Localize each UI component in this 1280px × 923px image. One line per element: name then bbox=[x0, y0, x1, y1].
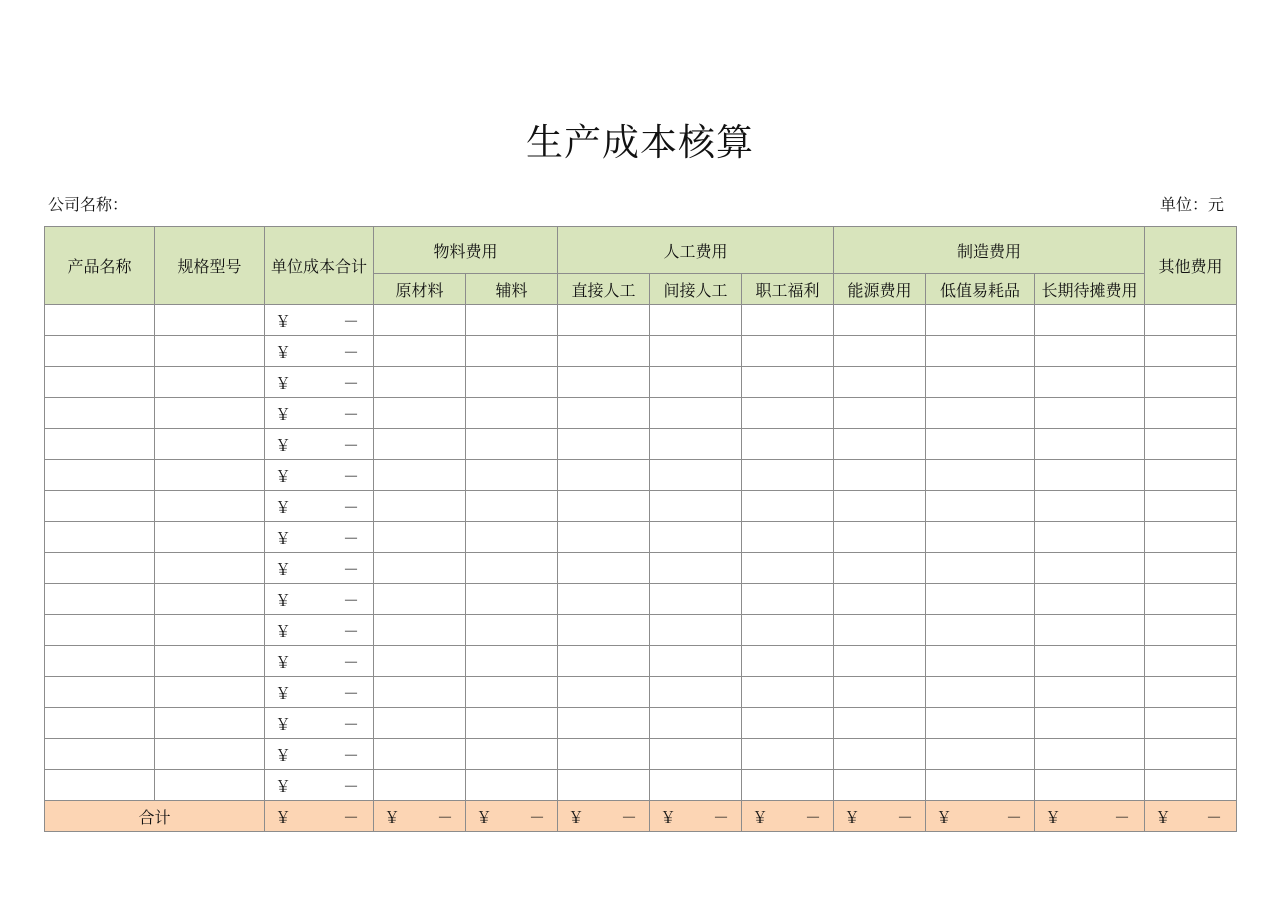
table-cell[interactable] bbox=[1145, 677, 1237, 708]
table-cell[interactable] bbox=[1035, 584, 1145, 615]
unit-label: 单位：元 bbox=[1159, 195, 1224, 214]
table-cell[interactable] bbox=[742, 677, 834, 708]
total-cell[interactable] bbox=[742, 801, 834, 832]
table-cell[interactable] bbox=[650, 615, 742, 646]
table-cell[interactable] bbox=[466, 398, 558, 429]
table-cell[interactable] bbox=[926, 398, 1035, 429]
table-cell[interactable] bbox=[45, 584, 155, 615]
table-cell[interactable] bbox=[650, 522, 742, 553]
unit-cost-cell[interactable] bbox=[265, 305, 374, 336]
table-row bbox=[45, 646, 1237, 677]
table-cell[interactable] bbox=[926, 677, 1035, 708]
table-cell[interactable] bbox=[1035, 615, 1145, 646]
table-cell[interactable] bbox=[926, 460, 1035, 491]
table-row bbox=[45, 305, 1237, 336]
header-row-1 bbox=[45, 227, 1237, 274]
unit-cost-cell[interactable] bbox=[265, 677, 374, 708]
dash-value: － bbox=[529, 807, 546, 827]
table-cell[interactable] bbox=[650, 429, 742, 460]
table-cell[interactable] bbox=[1035, 770, 1145, 801]
dash-value: － bbox=[342, 776, 359, 796]
table-cell[interactable] bbox=[374, 739, 466, 770]
table-cell[interactable] bbox=[1035, 646, 1145, 677]
table-cell[interactable] bbox=[558, 553, 650, 584]
table-cell[interactable] bbox=[155, 429, 265, 460]
table-cell[interactable] bbox=[1035, 677, 1145, 708]
total-cell[interactable] bbox=[650, 801, 742, 832]
total-row bbox=[45, 801, 1237, 832]
currency-symbol: ￥ bbox=[752, 807, 769, 827]
table-cell[interactable] bbox=[466, 522, 558, 553]
header-spec-model: 规格型号 bbox=[155, 227, 265, 305]
unit-cost-cell[interactable] bbox=[265, 646, 374, 677]
table-row bbox=[45, 584, 1237, 615]
header-consumables: 低值易耗品 bbox=[926, 274, 1035, 305]
table-cell[interactable] bbox=[834, 398, 926, 429]
table-cell[interactable] bbox=[45, 522, 155, 553]
dash-value: － bbox=[342, 497, 359, 517]
table-cell[interactable] bbox=[374, 677, 466, 708]
unit-cost-cell[interactable] bbox=[265, 553, 374, 584]
table-cell[interactable] bbox=[1035, 460, 1145, 491]
table-cell[interactable] bbox=[1035, 522, 1145, 553]
currency-symbol: ￥ bbox=[275, 714, 292, 734]
total-cell[interactable] bbox=[466, 801, 558, 832]
table-cell[interactable] bbox=[466, 677, 558, 708]
table-cell[interactable] bbox=[742, 398, 834, 429]
dash-value: － bbox=[342, 435, 359, 455]
table-cell[interactable] bbox=[742, 615, 834, 646]
table-cell[interactable] bbox=[650, 398, 742, 429]
table-cell[interactable] bbox=[742, 491, 834, 522]
table-cell[interactable] bbox=[374, 305, 466, 336]
table-row bbox=[45, 615, 1237, 646]
total-cell[interactable] bbox=[1145, 801, 1237, 832]
table-cell[interactable] bbox=[155, 305, 265, 336]
header-manufacturing: 制造费用 bbox=[834, 227, 1145, 274]
dash-value: － bbox=[342, 683, 359, 703]
table-cell[interactable] bbox=[650, 336, 742, 367]
table-cell[interactable] bbox=[1145, 367, 1237, 398]
table-cell[interactable] bbox=[650, 305, 742, 336]
table-cell[interactable] bbox=[834, 677, 926, 708]
table-cell[interactable] bbox=[374, 491, 466, 522]
table-cell[interactable] bbox=[45, 646, 155, 677]
table-cell[interactable] bbox=[466, 336, 558, 367]
dash-value: － bbox=[342, 404, 359, 424]
table-cell[interactable] bbox=[374, 708, 466, 739]
table-cell[interactable] bbox=[926, 770, 1035, 801]
table-body bbox=[45, 305, 1237, 801]
table-cell[interactable] bbox=[834, 367, 926, 398]
table-cell[interactable] bbox=[466, 770, 558, 801]
table-cell[interactable] bbox=[834, 770, 926, 801]
table-cell[interactable] bbox=[558, 460, 650, 491]
table-cell[interactable] bbox=[558, 522, 650, 553]
table-cell[interactable] bbox=[926, 739, 1035, 770]
table-row bbox=[45, 367, 1237, 398]
table-row bbox=[45, 677, 1237, 708]
currency-symbol: ￥ bbox=[476, 807, 493, 827]
table-cell[interactable] bbox=[650, 584, 742, 615]
currency-symbol: ￥ bbox=[275, 776, 292, 796]
table-cell[interactable] bbox=[45, 305, 155, 336]
table-row bbox=[45, 491, 1237, 522]
table-cell[interactable] bbox=[1145, 429, 1237, 460]
currency-symbol: ￥ bbox=[275, 652, 292, 672]
page-title: 生产成本核算 bbox=[526, 121, 754, 164]
table-cell[interactable] bbox=[558, 336, 650, 367]
table-cell[interactable] bbox=[155, 491, 265, 522]
table-cell[interactable] bbox=[558, 398, 650, 429]
table-cell[interactable] bbox=[742, 305, 834, 336]
currency-symbol: ￥ bbox=[568, 807, 585, 827]
table-cell[interactable] bbox=[834, 460, 926, 491]
table-cell[interactable] bbox=[926, 615, 1035, 646]
header-raw-material: 原材料 bbox=[374, 274, 466, 305]
table-cell[interactable] bbox=[650, 646, 742, 677]
dash-value: － bbox=[342, 311, 359, 331]
table-cell[interactable] bbox=[45, 336, 155, 367]
currency-symbol: ￥ bbox=[275, 373, 292, 393]
table-cell[interactable] bbox=[1035, 553, 1145, 584]
currency-symbol: ￥ bbox=[660, 807, 677, 827]
table-cell[interactable] bbox=[926, 305, 1035, 336]
table-cell[interactable] bbox=[558, 491, 650, 522]
table-cell[interactable] bbox=[374, 522, 466, 553]
table-cell[interactable] bbox=[742, 770, 834, 801]
table-cell[interactable] bbox=[155, 708, 265, 739]
table-cell[interactable] bbox=[650, 677, 742, 708]
table-cell[interactable] bbox=[466, 739, 558, 770]
table-cell[interactable] bbox=[466, 584, 558, 615]
table-cell[interactable] bbox=[466, 429, 558, 460]
table-cell[interactable] bbox=[742, 460, 834, 491]
table-cell[interactable] bbox=[1145, 522, 1237, 553]
table-cell[interactable] bbox=[558, 305, 650, 336]
table-cell[interactable] bbox=[650, 708, 742, 739]
table-cell[interactable] bbox=[650, 491, 742, 522]
table-cell[interactable] bbox=[45, 615, 155, 646]
dash-value: － bbox=[342, 590, 359, 610]
table-cell[interactable] bbox=[834, 646, 926, 677]
currency-symbol: ￥ bbox=[1045, 807, 1062, 827]
table-cell[interactable] bbox=[558, 708, 650, 739]
table-row bbox=[45, 522, 1237, 553]
table-cell[interactable] bbox=[155, 460, 265, 491]
dash-value: － bbox=[713, 807, 730, 827]
table-cell[interactable] bbox=[45, 367, 155, 398]
table-row bbox=[45, 739, 1237, 770]
table-cell[interactable] bbox=[742, 553, 834, 584]
table-cell[interactable] bbox=[834, 615, 926, 646]
dash-value: － bbox=[342, 714, 359, 734]
table-cell[interactable] bbox=[742, 522, 834, 553]
currency-symbol: ￥ bbox=[275, 807, 292, 827]
header-unit-cost-total: 单位成本合计 bbox=[265, 227, 374, 305]
header-welfare: 职工福利 bbox=[742, 274, 834, 305]
table-cell[interactable] bbox=[926, 646, 1035, 677]
table-cell[interactable] bbox=[926, 584, 1035, 615]
table-cell[interactable] bbox=[155, 615, 265, 646]
total-cell[interactable] bbox=[926, 801, 1035, 832]
table-cell[interactable] bbox=[155, 553, 265, 584]
currency-symbol: ￥ bbox=[275, 621, 292, 641]
table-cell[interactable] bbox=[45, 739, 155, 770]
table-cell[interactable] bbox=[1145, 584, 1237, 615]
table-cell[interactable] bbox=[1035, 491, 1145, 522]
dash-value: － bbox=[342, 373, 359, 393]
dash-value: － bbox=[1006, 807, 1023, 827]
table-cell[interactable] bbox=[1035, 429, 1145, 460]
table-cell[interactable] bbox=[650, 553, 742, 584]
table-cell[interactable] bbox=[926, 553, 1035, 584]
table-cell[interactable] bbox=[558, 739, 650, 770]
header-direct-labor: 直接人工 bbox=[558, 274, 650, 305]
table-cell[interactable] bbox=[374, 367, 466, 398]
dash-value: － bbox=[1114, 807, 1131, 827]
table-cell[interactable] bbox=[834, 584, 926, 615]
table-cell[interactable] bbox=[742, 739, 834, 770]
dash-value: － bbox=[1206, 807, 1223, 827]
dash-value: － bbox=[805, 807, 822, 827]
table-cell[interactable] bbox=[1035, 708, 1145, 739]
total-cell[interactable] bbox=[834, 801, 926, 832]
table-row bbox=[45, 460, 1237, 491]
table-cell[interactable] bbox=[834, 491, 926, 522]
table-row bbox=[45, 708, 1237, 739]
dash-value: － bbox=[342, 745, 359, 765]
dash-value: － bbox=[342, 621, 359, 641]
table-cell[interactable] bbox=[650, 460, 742, 491]
table-cell[interactable] bbox=[155, 398, 265, 429]
table-cell[interactable] bbox=[466, 615, 558, 646]
table-cell[interactable] bbox=[742, 646, 834, 677]
table-cell[interactable] bbox=[834, 553, 926, 584]
table-cell[interactable] bbox=[374, 398, 466, 429]
currency-symbol: ￥ bbox=[275, 466, 292, 486]
table-cell[interactable] bbox=[742, 429, 834, 460]
unit-cost-cell[interactable] bbox=[265, 491, 374, 522]
unit-cost-cell[interactable] bbox=[265, 398, 374, 429]
currency-symbol: ￥ bbox=[275, 342, 292, 362]
table-cell[interactable] bbox=[926, 367, 1035, 398]
table-cell[interactable] bbox=[926, 522, 1035, 553]
table-cell[interactable] bbox=[374, 584, 466, 615]
table-cell[interactable] bbox=[155, 677, 265, 708]
table-cell[interactable] bbox=[45, 553, 155, 584]
unit-cost-cell[interactable] bbox=[265, 367, 374, 398]
currency-symbol: ￥ bbox=[275, 683, 292, 703]
table-cell[interactable] bbox=[155, 739, 265, 770]
table-cell[interactable] bbox=[374, 646, 466, 677]
currency-symbol: ￥ bbox=[275, 528, 292, 548]
dash-value: － bbox=[436, 807, 453, 827]
currency-symbol: ￥ bbox=[1155, 807, 1172, 827]
header-material: 物料费用 bbox=[374, 227, 558, 274]
table-cell[interactable] bbox=[1035, 739, 1145, 770]
table-cell[interactable] bbox=[374, 770, 466, 801]
table-cell[interactable] bbox=[558, 584, 650, 615]
table-cell[interactable] bbox=[1145, 739, 1237, 770]
total-cell[interactable] bbox=[374, 801, 466, 832]
table-cell[interactable] bbox=[834, 522, 926, 553]
currency-symbol: ￥ bbox=[844, 807, 861, 827]
unit-cost-cell[interactable] bbox=[265, 770, 374, 801]
cost-table bbox=[44, 226, 1237, 832]
header-other: 其他费用 bbox=[1145, 227, 1237, 305]
table-cell[interactable] bbox=[1035, 367, 1145, 398]
table-cell[interactable] bbox=[926, 429, 1035, 460]
dash-value: － bbox=[342, 807, 359, 827]
currency-symbol: ￥ bbox=[275, 590, 292, 610]
table-cell[interactable] bbox=[374, 336, 466, 367]
dash-value: － bbox=[621, 807, 638, 827]
table-cell[interactable] bbox=[466, 305, 558, 336]
table-cell[interactable] bbox=[558, 646, 650, 677]
header-product-name: 产品名称 bbox=[45, 227, 155, 305]
table-cell[interactable] bbox=[1035, 336, 1145, 367]
unit-cost-cell[interactable] bbox=[265, 739, 374, 770]
total-cell[interactable] bbox=[558, 801, 650, 832]
table-cell[interactable] bbox=[155, 646, 265, 677]
currency-symbol: ￥ bbox=[275, 404, 292, 424]
table-cell[interactable] bbox=[1035, 305, 1145, 336]
table-cell[interactable] bbox=[45, 398, 155, 429]
table-row bbox=[45, 336, 1237, 367]
table-row bbox=[45, 770, 1237, 801]
table-cell[interactable] bbox=[1145, 491, 1237, 522]
table-cell[interactable] bbox=[558, 677, 650, 708]
table-cell[interactable] bbox=[1145, 398, 1237, 429]
total-cell[interactable] bbox=[1035, 801, 1145, 832]
currency-symbol: ￥ bbox=[275, 435, 292, 455]
table-cell[interactable] bbox=[650, 770, 742, 801]
table-cell[interactable] bbox=[1145, 336, 1237, 367]
table-cell[interactable] bbox=[45, 770, 155, 801]
table-cell[interactable] bbox=[45, 491, 155, 522]
table-cell[interactable] bbox=[742, 584, 834, 615]
table-cell[interactable] bbox=[742, 336, 834, 367]
currency-symbol: ￥ bbox=[384, 807, 401, 827]
dash-value: － bbox=[897, 807, 914, 827]
table-cell[interactable] bbox=[926, 708, 1035, 739]
header-amortization: 长期待摊费用 bbox=[1035, 274, 1145, 305]
dash-value: － bbox=[342, 342, 359, 362]
table-cell[interactable] bbox=[45, 677, 155, 708]
table-cell[interactable] bbox=[466, 646, 558, 677]
table-cell[interactable] bbox=[155, 336, 265, 367]
table-cell[interactable] bbox=[466, 367, 558, 398]
table-cell[interactable] bbox=[926, 336, 1035, 367]
table-cell[interactable] bbox=[374, 553, 466, 584]
dash-value: － bbox=[342, 466, 359, 486]
unit-cost-cell[interactable] bbox=[265, 522, 374, 553]
table-cell[interactable] bbox=[155, 584, 265, 615]
table-cell[interactable] bbox=[558, 429, 650, 460]
table-cell[interactable] bbox=[45, 708, 155, 739]
table-cell[interactable] bbox=[45, 460, 155, 491]
unit-cost-cell[interactable] bbox=[265, 708, 374, 739]
table-row bbox=[45, 553, 1237, 584]
table-row bbox=[45, 398, 1237, 429]
header-indirect-labor: 间接人工 bbox=[650, 274, 742, 305]
table-cell[interactable] bbox=[1145, 553, 1237, 584]
table-cell[interactable] bbox=[742, 708, 834, 739]
table-cell[interactable] bbox=[374, 460, 466, 491]
unit-cost-cell[interactable] bbox=[265, 336, 374, 367]
header-energy: 能源费用 bbox=[834, 274, 926, 305]
currency-symbol: ￥ bbox=[275, 311, 292, 331]
table-cell[interactable] bbox=[834, 336, 926, 367]
table-cell[interactable] bbox=[1145, 615, 1237, 646]
table-cell[interactable] bbox=[834, 429, 926, 460]
table-row bbox=[45, 429, 1237, 460]
header-labor: 人工费用 bbox=[558, 227, 834, 274]
unit-cost-cell[interactable] bbox=[265, 615, 374, 646]
table-cell[interactable] bbox=[466, 708, 558, 739]
table-cell[interactable] bbox=[834, 739, 926, 770]
currency-symbol: ￥ bbox=[275, 745, 292, 765]
table-cell[interactable] bbox=[650, 739, 742, 770]
unit-cost-cell[interactable] bbox=[265, 584, 374, 615]
table-cell[interactable] bbox=[155, 770, 265, 801]
table-cell[interactable] bbox=[834, 305, 926, 336]
table-cell[interactable] bbox=[466, 491, 558, 522]
unit-cost-cell[interactable] bbox=[265, 460, 374, 491]
table-cell[interactable] bbox=[558, 367, 650, 398]
currency-symbol: ￥ bbox=[275, 497, 292, 517]
header-auxiliary: 辅料 bbox=[466, 274, 558, 305]
table-cell[interactable] bbox=[1145, 460, 1237, 491]
table-cell[interactable] bbox=[558, 770, 650, 801]
table-cell[interactable] bbox=[466, 553, 558, 584]
unit-cost-cell[interactable] bbox=[265, 429, 374, 460]
table-cell[interactable] bbox=[1145, 708, 1237, 739]
table-cell[interactable] bbox=[558, 615, 650, 646]
table-cell[interactable] bbox=[374, 615, 466, 646]
table-cell[interactable] bbox=[466, 460, 558, 491]
total-cell[interactable] bbox=[265, 801, 374, 832]
dash-value: － bbox=[342, 652, 359, 672]
table-cell[interactable] bbox=[1145, 770, 1237, 801]
table-cell[interactable] bbox=[1035, 398, 1145, 429]
currency-symbol: ￥ bbox=[936, 807, 953, 827]
dash-value: － bbox=[342, 559, 359, 579]
table-cell[interactable] bbox=[155, 522, 265, 553]
table-cell[interactable] bbox=[834, 708, 926, 739]
table-cell[interactable] bbox=[45, 429, 155, 460]
table-cell[interactable] bbox=[374, 429, 466, 460]
table-cell[interactable] bbox=[742, 367, 834, 398]
table-cell[interactable] bbox=[1145, 646, 1237, 677]
dash-value: － bbox=[342, 528, 359, 548]
table-cell[interactable] bbox=[1145, 305, 1237, 336]
company-name-label: 公司名称： bbox=[48, 195, 129, 214]
table-cell[interactable] bbox=[155, 367, 265, 398]
table-cell[interactable] bbox=[650, 367, 742, 398]
table-cell[interactable] bbox=[926, 491, 1035, 522]
currency-symbol: ￥ bbox=[275, 559, 292, 579]
total-label: 合计 bbox=[45, 801, 265, 832]
